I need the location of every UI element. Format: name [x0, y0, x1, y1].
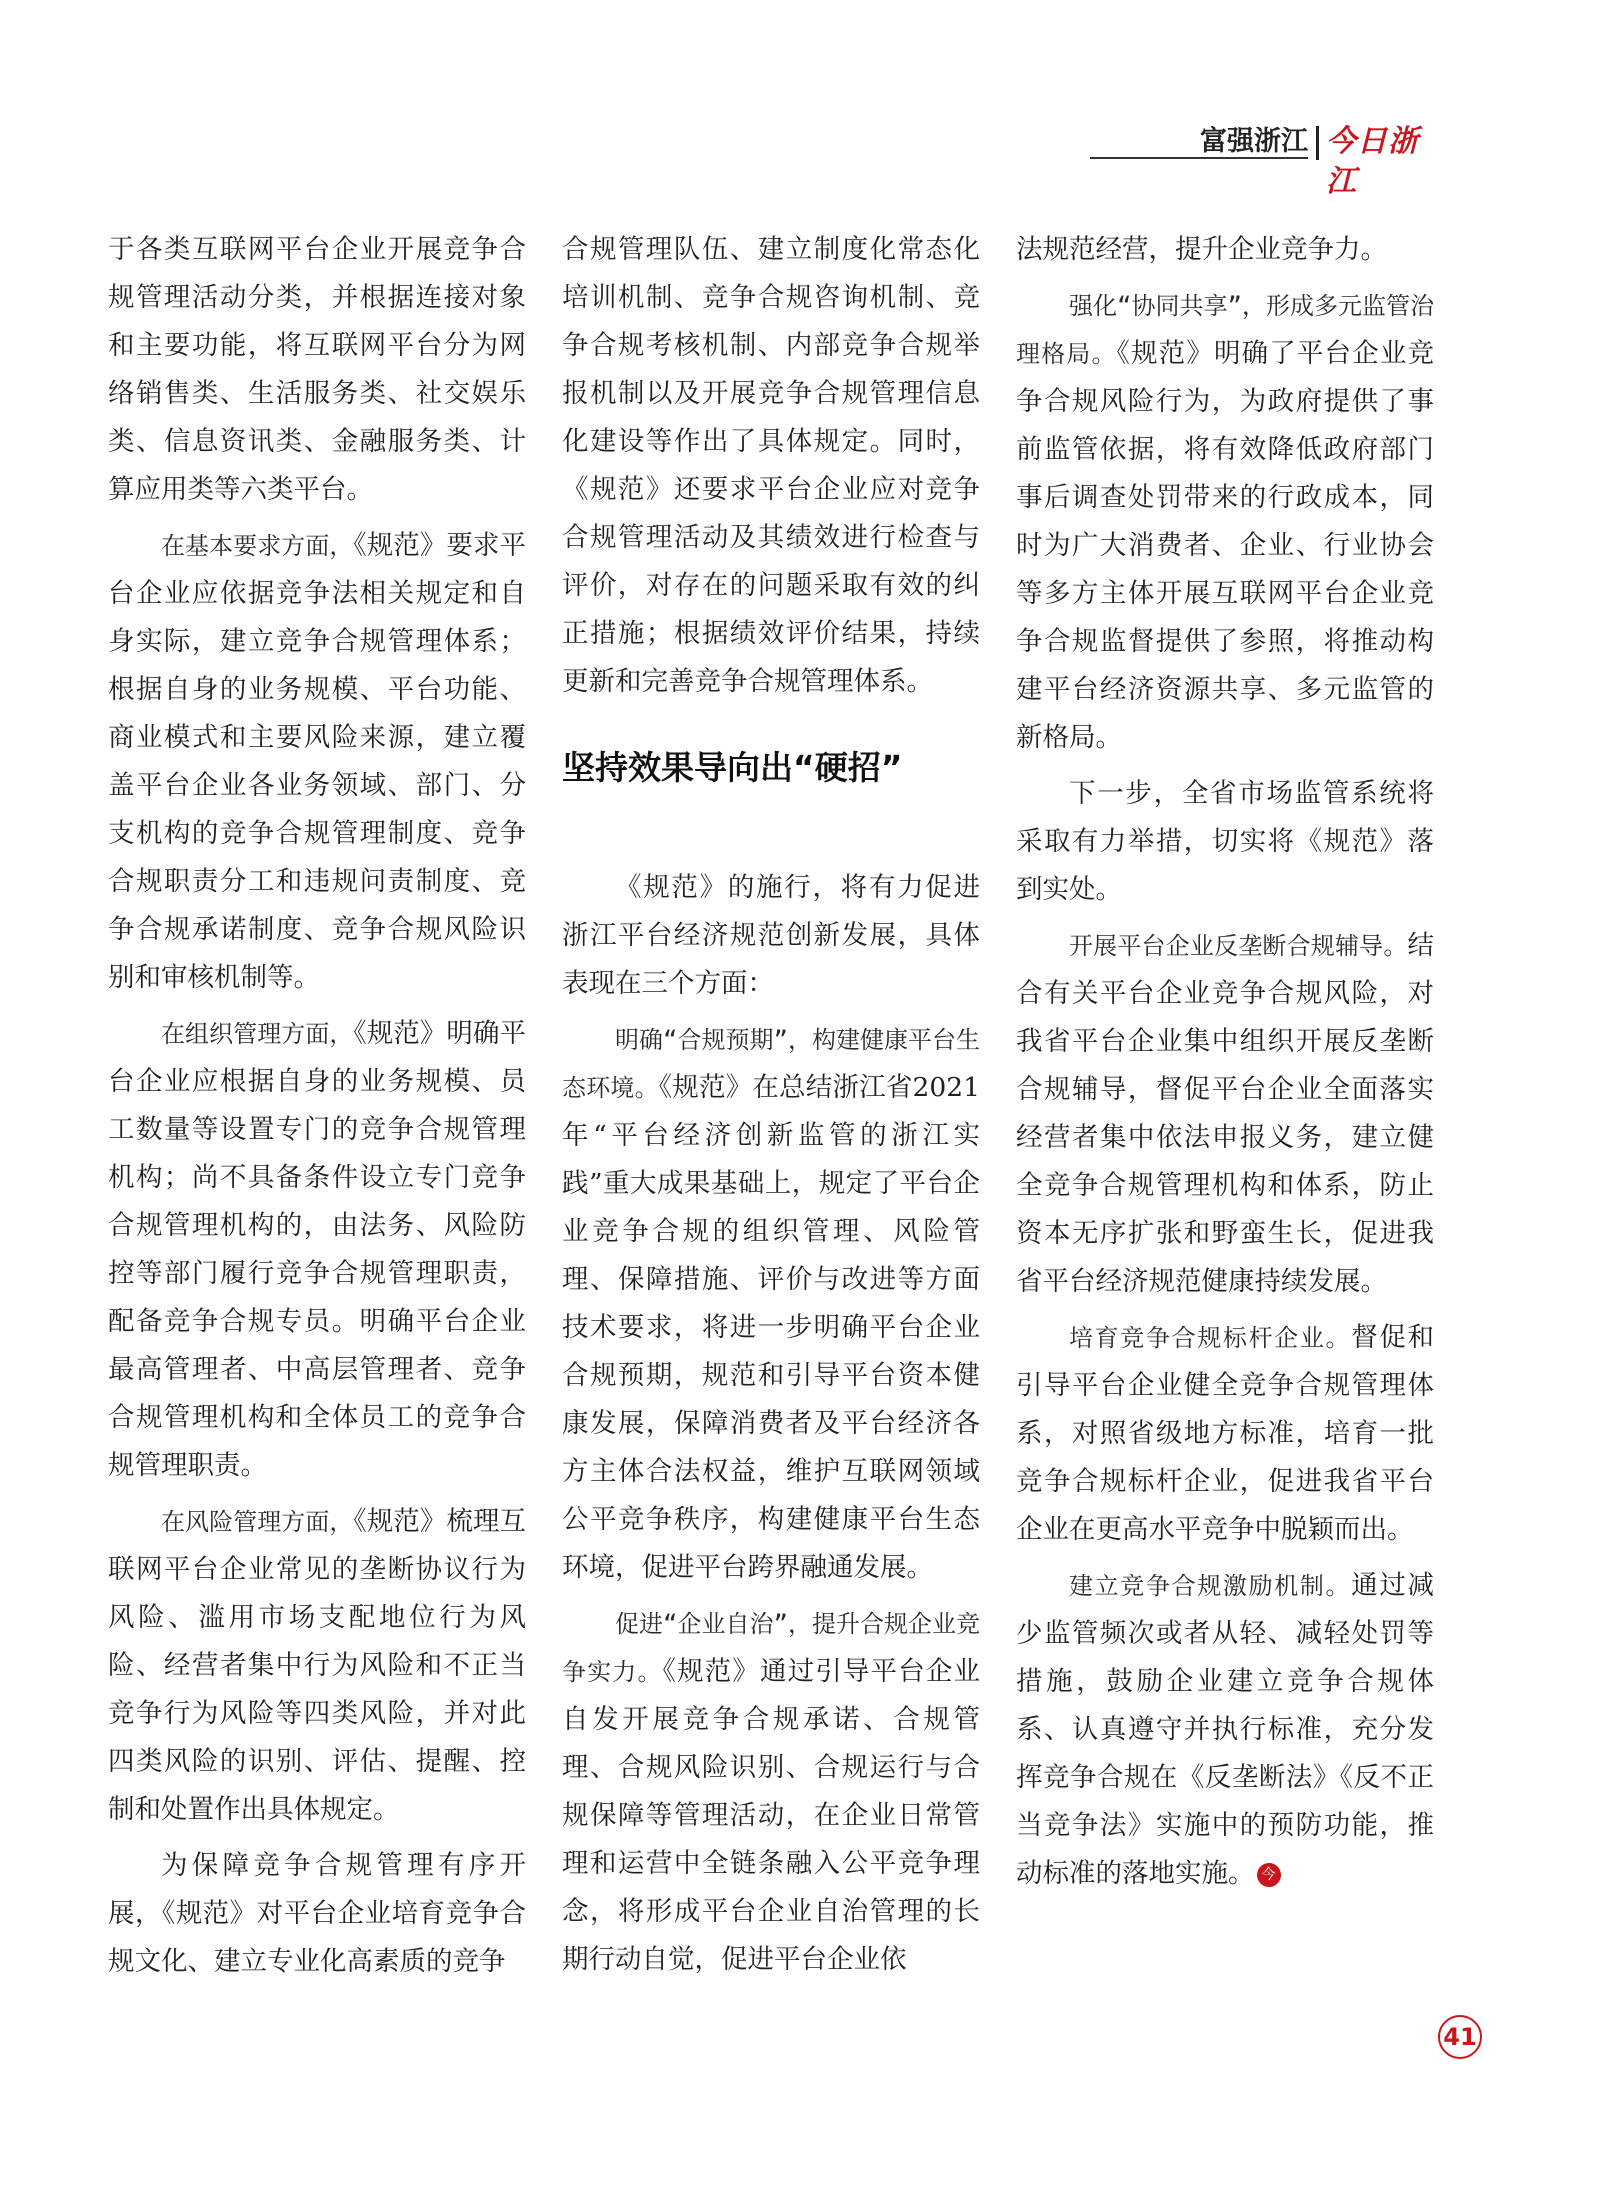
- paragraph: 法规范经营，提升企业竞争力。: [1016, 234, 1387, 265]
- paragraph-body: 通过减少监管频次或者从轻、减轻处罚等措施，鼓励企业建立竞争合规体系、认真遵守并执行标准，充分发挥竞争合规在《反垄断法》《反不正当竞争法》实施中的预防功能，推动标准的落地实施。: [1016, 1570, 1435, 1889]
- paragraph-lead: 在基本要求方面，: [161, 532, 354, 560]
- paragraph-lead: 在组织管理方面，: [161, 1020, 354, 1048]
- page-number: 41: [1438, 2015, 1482, 2059]
- paragraph-lead: 强化“协同共享”，形成多元监管治理格局。: [1016, 292, 1434, 368]
- paragraph: [562, 1016, 980, 1592]
- paragraph: [1016, 282, 1434, 762]
- paragraph-body: 《规范》要求平台企业应依据竞争法相关规定和自身实际，建立竞争合规管理体系；根据自身的业务规模、平台功能、商业模式和主要风险来源，建立覆盖平台企业各业务领域、部门、分支机构的竞争合规管理制度、竞争合规职责分工和违规问责制度、竞争合规承诺制度、竞争合规风险识别和审核机制等。: [108, 530, 527, 993]
- article-end-icon: 今: [1257, 1863, 1281, 1887]
- article-column-3: [1016, 226, 1434, 1906]
- paragraph: 合规管理队伍、建立制度化常态化培训机制、竞争合规咨询机制、竞争合规考核机制、内部竞争合规举报机制以及开展竞争合规管理信息化建设等作出了具体规定。同时，《规范》还要求平台企业应对竞争合规管理活动及其绩效进行检查与评价，对存在的问题采取有效的纠正措施；根据绩效评价结果，持续更新和完善竞争合规管理体系。: [562, 234, 980, 697]
- paragraph-lead: 在风险管理方面，: [161, 1508, 354, 1536]
- paragraph-body: 《规范》通过引导平台企业自发开展竞争合规承诺、合规管理、合规风险识别、合规运行与合规保障等管理活动，在企业日常管理和运营中全链条融入公平竞争理念，将形成平台企业自治管理的长期行动自觉，促进平台企业依: [562, 1656, 981, 1975]
- paragraph: [1016, 1314, 1434, 1554]
- paragraph: [1016, 1562, 1434, 1898]
- paragraph-body: 《规范》明确了平台企业竞争合规风险行为，为政府提供了事前监管依据，将有效降低政府部门事后调查处罚带来的行政成本，同时为广大消费者、企业、行业协会等多方主体开展互联网平台企业竞争合规监督提供了参照，将推动构建平台经济资源共享、多元监管的新格局。: [1016, 338, 1435, 753]
- article-column-1: [108, 226, 526, 1994]
- page-header: [1090, 124, 1430, 199]
- paragraph-body: 《规范》明确平台企业应根据自身的业务规模、员工数量等设置专门的竞争合规管理机构；尚不具备条件设立专门竞争合规管理机构的，由法务、风险防控等部门履行竞争合规管理职责，配备竞争合规专员。明确平台企业最高管理者、中高层管理者、竞争合规管理机构和全体员工的竞争合规管理职责。: [108, 1018, 527, 1481]
- paragraph-lead: 开展平台企业反垄断合规辅导。: [1069, 932, 1408, 960]
- paragraph: 《规范》的施行，将有力促进浙江平台经济规范创新发展，具体表现在三个方面：: [562, 872, 980, 999]
- paragraph-lead: 明确“合规预期”，构建健康平台生态环境。: [562, 1026, 980, 1102]
- paragraph-body: 《规范》梳理互联网平台企业常见的垄断协议行为风险、滥用市场支配地位行为风险、经营者集中行为风险和不正当竞争行为风险等四类风险，并对此四类风险的识别、评估、提醒、控制和处置作出具体规定。: [108, 1506, 527, 1825]
- paragraph: [108, 1498, 526, 1834]
- article-column-2: [562, 226, 980, 1992]
- paragraph: 下一步，全省市场监管系统将采取有力举措，切实将《规范》落到实处。: [1016, 778, 1434, 905]
- paragraph-lead: 建立竞争合规激励机制。: [1069, 1572, 1352, 1600]
- paragraph-lead: 促进“企业自治”，提升合规企业竞争实力。: [562, 1610, 980, 1686]
- paragraph: [108, 522, 526, 1002]
- paragraph-body: 结合有关平台企业竞争合规风险，对我省平台企业集中组织开展反垄断合规辅导，督促平台企业全面落实经营者集中依法申报义务，建立健全竞争合规管理机构和体系，防止资本无序扩张和野蛮生长，促进我省平台经济规范健康持续发展。: [1016, 930, 1434, 1297]
- section-heading: 坚持效果导向出“硬招”: [562, 748, 903, 787]
- paragraph: [1016, 922, 1434, 1306]
- magazine-logo: 今日浙江: [1326, 124, 1419, 199]
- paragraph-body: 督促和引导平台企业健全竞争合规管理体系，对照省级地方标准，培育一批竞争合规标杆企业，促进我省平台企业在更高水平竞争中脱颖而出。: [1016, 1322, 1435, 1545]
- paragraph-lead: 培育竞争合规标杆企业。: [1069, 1324, 1352, 1352]
- paragraph: [108, 1010, 526, 1490]
- paragraph: 于各类互联网平台企业开展竞争合规管理活动分类，并根据连接对象和主要功能，将互联网平台分为网络销售类、生活服务类、社交娱乐类、信息资讯类、金融服务类、计算应用类等六类平台。: [108, 234, 526, 505]
- paragraph: 为保障竞争合规管理有序开展，《规范》对平台企业培育竞争合规文化、建立专业化高素质的竞争: [108, 1850, 526, 1977]
- paragraph: [562, 1600, 980, 1984]
- header-section-title: 富强浙江: [1200, 126, 1308, 157]
- paragraph-body: 《规范》在总结浙江省2021年“平台经济创新监管的浙江实践”重大成果基础上，规定了平台企业竞争合规的组织管理、风险管理、保障措施、评价与改进等方面技术要求，将进一步明确平台企业合规预期，规范和引导平台资本健康发展，保障消费者及平台经济各方主体合法权益，维护互联网领域公平竞争秩序，构建健康平台生态环境，促进平台跨界融通发展。: [562, 1072, 981, 1583]
- header-divider: [1316, 126, 1319, 160]
